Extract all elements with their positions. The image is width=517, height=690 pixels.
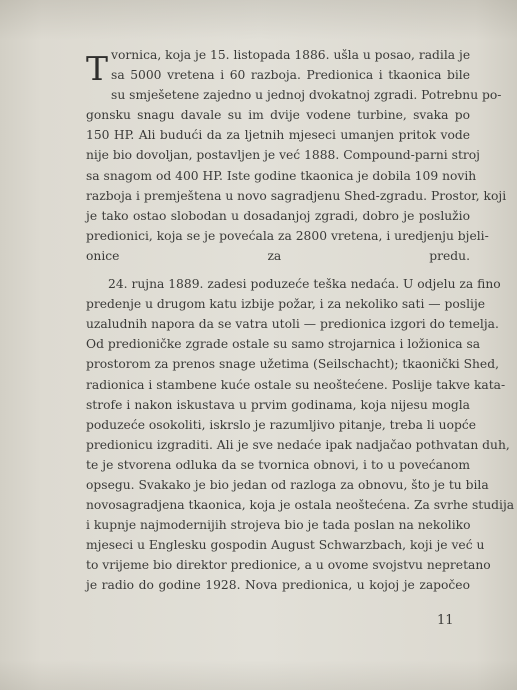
text-line: gonsku snagu davale su im dvije vodene turbine, svaka po — [86, 108, 470, 123]
text-line: to vrijeme bio direktor predionice, a u ovome svojstvu nepretano — [86, 558, 491, 573]
text-line: radionica i stambene kuće ostale su neoštećene. Poslije takve kata- — [86, 377, 506, 392]
text-line: uzaludnih napora da se vatra utoli — predionica izgori do temelja. — [86, 317, 499, 332]
text-line: sa 5000 vretena i 60 razboja. Predionica i tkaonica bile — [111, 68, 470, 83]
text-line: 150 HP. Ali budući da za ljetnih mjeseci umanjen pritok vode — [86, 128, 470, 143]
text-line: razboja i premještena u novo sagradjenu Shed-zgradu. Prostor, koji — [86, 188, 507, 203]
page-shadow-top — [0, 0, 517, 40]
text-line: 24. rujna 1889. zadesi poduzeće teška nedaća. U odjelu za fino — [108, 277, 501, 292]
text-line: mjeseci u Englesku gospodin August Schwarzbach, koji je već u — [86, 538, 485, 553]
text-line: onice za predu. — [86, 248, 470, 263]
text-line: Od predioničke zgrade ostale su samo strojarnica i ložionica sa — [86, 337, 481, 352]
body-text — [86, 45, 515, 596]
text-line: predionicu izgraditi. Ali je sve nedaće ipak nadjačao pothvatan duh, — [86, 437, 510, 452]
page-shadow-bottom — [0, 660, 517, 690]
paragraph-1 — [86, 45, 507, 266]
drop-cap: T — [86, 49, 109, 88]
text-line: prostorom za prenos snage užetima (Seilschacht); tkaonički Shed, — [86, 357, 499, 372]
text-line: je radio do godine 1928. Nova predionica, u kojoj je započeo — [86, 578, 470, 593]
text-line: novosagradjena tkaonica, koja je ostala neoštećena. Za svrhe studija — [86, 498, 515, 513]
text-line: je tako ostao slobodan u dosadanjoj zgradi, dobro je poslužio — [86, 208, 470, 223]
text-line: sa snagom od 400 HP. Iste godine tkaonica je dobila 109 novih — [86, 168, 477, 183]
text-line: i kupnje najmodernijih strojeva bio je tada poslan na nekoliko — [86, 518, 471, 533]
text-line: predionici, koja se je povećala za 2800 vretena, i uredjenju bjeli- — [86, 228, 489, 243]
text-line: nije bio dovoljan, postavljen je već 1888. Compound-parni stroj — [86, 148, 480, 163]
text-line: opsegu. Svakako je bio jedan od razloga za obnovu, što je tu bila — [86, 477, 489, 492]
page-number: 11 — [437, 613, 454, 628]
text-line: te je stvorena odluka da se tvornica obnovi, i to u povećanom — [86, 457, 470, 472]
paragraph-2 — [86, 274, 515, 596]
text-line: predenje u drugom katu izbije požar, i za nekoliko sati — poslije — [86, 297, 486, 312]
text-line: vornica, koja je 15. listopada 1886. ušla u posao, radila je — [111, 48, 471, 62]
text-line: poduzeće osokoliti, iskrslo je razumljivo pitanje, treba li uopće — [86, 417, 477, 432]
text-line: strofe i nakon iskustava u prvim godinama, koja nijesu mogla — [86, 397, 470, 412]
text-line: su smješetene zajedno u jednoj dvokatnoj zgradi. Potrebnu po- — [111, 88, 502, 103]
